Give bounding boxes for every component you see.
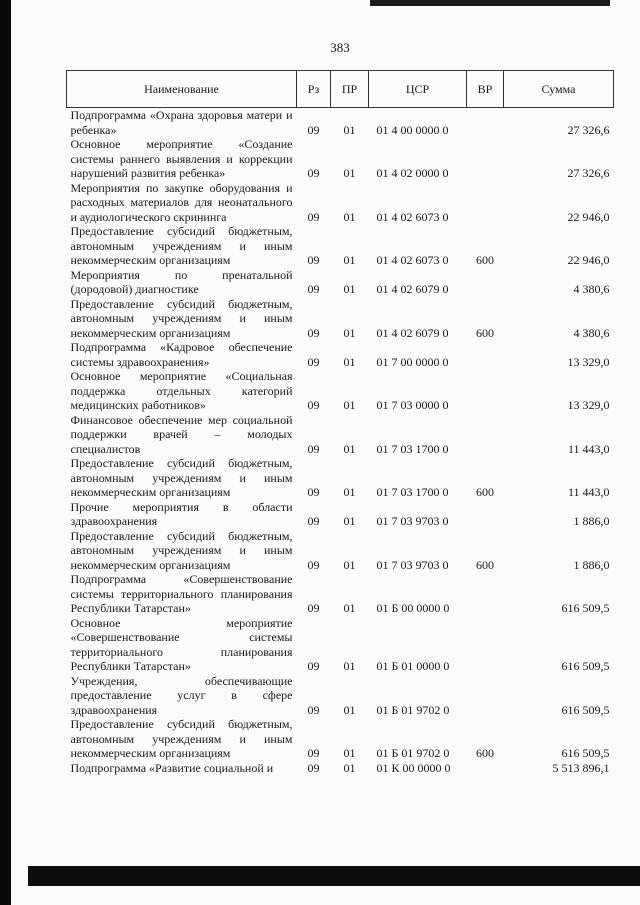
header-pr: ПР [331,71,369,108]
cell-csr: 01 7 00 0000 0 [376,354,449,369]
table-row [67,616,614,674]
cell-sum: 27 326,6 [567,122,610,137]
cell-sum: 27 326,6 [567,166,610,180]
cell-name: Финансовое обеспечение мер социальной поддержки врачей – молодых специалистов [70,412,293,456]
cell-pr: 01 [343,760,356,775]
cell-sum: 616 509,5 [561,601,610,615]
cell-csr: 01 4 02 6073 0 [376,253,449,267]
cell-vr [467,413,504,457]
table-body [67,108,614,776]
cell-vr [467,181,504,225]
cell-rz: 09 [307,441,320,456]
cell-name: Основное мероприятие «Социальная поддержка отдельных категорий медицинских работников» [70,369,293,412]
table-row [67,181,614,225]
cell-name: Предоставление субсидий бюджетным, автономным учреждениям и иным некоммерческим организациям [70,528,293,572]
cell-name: Предоставление субсидий бюджетным, автономным учреждениям и иным некоммерческим организациям [70,224,293,267]
cell-csr: 01 4 02 6079 0 [376,325,449,340]
cell-csr: 01 Б 01 9702 0 [376,746,450,760]
scan-edge-left [0,0,11,905]
cell-rz: 09 [307,209,320,224]
cell-name: Подпрограмма «Кадровое обеспечение системы здравоохранения» [70,340,293,369]
cell-rz: 09 [307,122,320,137]
cell-vr: 600 [476,325,494,340]
table-row [67,268,614,297]
cell-rz: 09 [307,601,320,615]
cell-vr [467,500,504,529]
cell-csr: 01 Б 01 9702 0 [376,702,450,717]
cell-csr: 01 4 00 0000 0 [376,122,449,137]
cell-sum: 616 509,5 [561,746,610,760]
cell-name: Прочие мероприятия в области здравоохранения [70,499,293,528]
header-name: Наименование [67,71,297,108]
cell-rz: 09 [307,166,320,180]
table-row [67,500,614,529]
cell-csr: 01 Б 00 0000 0 [376,601,450,615]
cell-sum: 616 509,5 [561,659,610,673]
cell-vr [467,572,504,616]
cell-sum: 4 380,6 [573,325,610,340]
cell-pr: 01 [343,282,356,296]
cell-sum: 1 886,0 [573,514,610,528]
cell-vr [467,340,504,369]
cell-vr [467,369,504,413]
cell-name: Предоставление субсидий бюджетным, автономным учреждениям и иным некоммерческим организациям [70,717,293,760]
cell-pr: 01 [343,485,356,499]
cell-csr: 01 7 03 0000 0 [376,398,449,412]
cell-sum: 22 946,0 [567,209,610,224]
cell-sum: 1 886,0 [573,557,610,572]
table-row [67,137,614,181]
cell-name: Подпрограмма «Охрана здоровья матери и ребенка» [70,108,293,137]
header-csr: ЦСР [369,71,467,108]
cell-pr: 01 [343,746,356,760]
cell-rz: 09 [307,282,320,296]
cell-sum: 13 329,0 [567,354,610,369]
cell-rz: 09 [307,354,320,369]
cell-vr: 600 [476,557,494,572]
table-row [67,413,614,457]
cell-csr: 01 4 02 0000 0 [376,166,449,180]
cell-pr: 01 [343,659,356,673]
cell-pr: 01 [343,209,356,224]
cell-sum: 11 443,0 [567,485,610,499]
cell-sum: 11 443,0 [567,441,610,456]
cell-name: Подпрограмма «Развитие социальной и [70,760,274,775]
cell-pr: 01 [343,253,356,267]
cell-rz: 09 [307,514,320,528]
cell-rz: 09 [307,485,320,499]
budget-table [66,70,614,775]
cell-pr: 01 [343,166,356,180]
cell-sum: 13 329,0 [567,398,610,412]
cell-sum: 4 380,6 [573,282,610,296]
cell-name: Предоставление субсидий бюджетным, автономным учреждениям и иным некоммерческим организациям [70,456,293,499]
table-row [67,369,614,413]
header-sum: Сумма [504,71,614,108]
cell-vr [467,137,504,181]
table-row [67,529,614,573]
cell-csr: 01 7 03 9703 0 [376,557,449,572]
cell-name: Основное мероприятие «Создание системы раннего выявления и коррекции нарушений развития ребенка» [70,137,293,180]
table-row [67,340,614,369]
cell-rz: 09 [307,702,320,717]
cell-vr [467,674,504,718]
header-rz: Рз [297,71,331,108]
cell-vr [467,108,504,138]
cell-pr: 01 [343,325,356,340]
cell-rz: 09 [307,659,320,673]
cell-rz: 09 [307,325,320,340]
cell-pr: 01 [343,601,356,615]
cell-csr: 01 4 02 6073 0 [376,209,449,224]
cell-csr: 01 К 00 0000 0 [376,760,451,775]
cell-sum: 5 513 896,1 [552,760,610,775]
scan-edge-top [370,0,610,6]
table-row [67,108,614,138]
cell-pr: 01 [343,441,356,456]
cell-name: Мероприятия по закупке оборудования и расходных материалов для неонатального и аудиологического скрининга [70,180,293,224]
cell-pr: 01 [343,514,356,528]
cell-csr: 01 7 03 1700 0 [376,485,449,499]
cell-vr: 600 [476,485,494,499]
cell-csr: 01 Б 01 0000 0 [376,659,450,673]
cell-csr: 01 7 03 9703 0 [376,514,449,528]
cell-sum: 22 946,0 [567,253,610,267]
cell-csr: 01 4 02 6079 0 [376,282,449,296]
cell-rz: 09 [307,746,320,760]
cell-name: Основное мероприятие «Совершенствование системы территориального планирования Республики Татарстан» [70,615,293,673]
table-row [67,717,614,761]
cell-name: Предоставление субсидий бюджетным, автономным учреждениям и иным некоммерческим организациям [70,296,293,340]
header-vr: ВР [467,71,504,108]
cell-rz: 09 [307,760,320,775]
cell-vr [467,616,504,674]
cell-csr: 01 7 03 1700 0 [376,441,449,456]
table-row [67,572,614,616]
cell-rz: 09 [307,557,320,572]
cell-vr [467,268,504,297]
cell-pr: 01 [343,122,356,137]
cell-name: Подпрограмма «Совершенствование системы территориального планирования Республики Татарстан» [70,572,293,615]
cell-pr: 01 [343,398,356,412]
table-row [67,297,614,341]
cell-rz: 09 [307,253,320,267]
cell-pr: 01 [343,354,356,369]
table-row [67,674,614,718]
cell-name: Мероприятия по пренатальной (дородовой) диагностике [70,267,293,296]
cell-vr: 600 [476,746,494,760]
table-row [67,224,614,268]
table-row [67,761,614,776]
page-number: 383 [330,40,350,55]
cell-rz: 09 [307,398,320,412]
cell-pr: 01 [343,557,356,572]
cell-pr: 01 [343,702,356,717]
cell-vr: 600 [476,253,494,267]
cell-name: Учреждения, обеспечивающие предоставление услуг в сфере здравоохранения [70,673,293,717]
table-header [67,71,614,108]
cell-sum: 616 509,5 [561,702,610,717]
cell-vr [467,761,504,776]
table-row [67,456,614,500]
scan-edge-bottom [28,866,640,886]
